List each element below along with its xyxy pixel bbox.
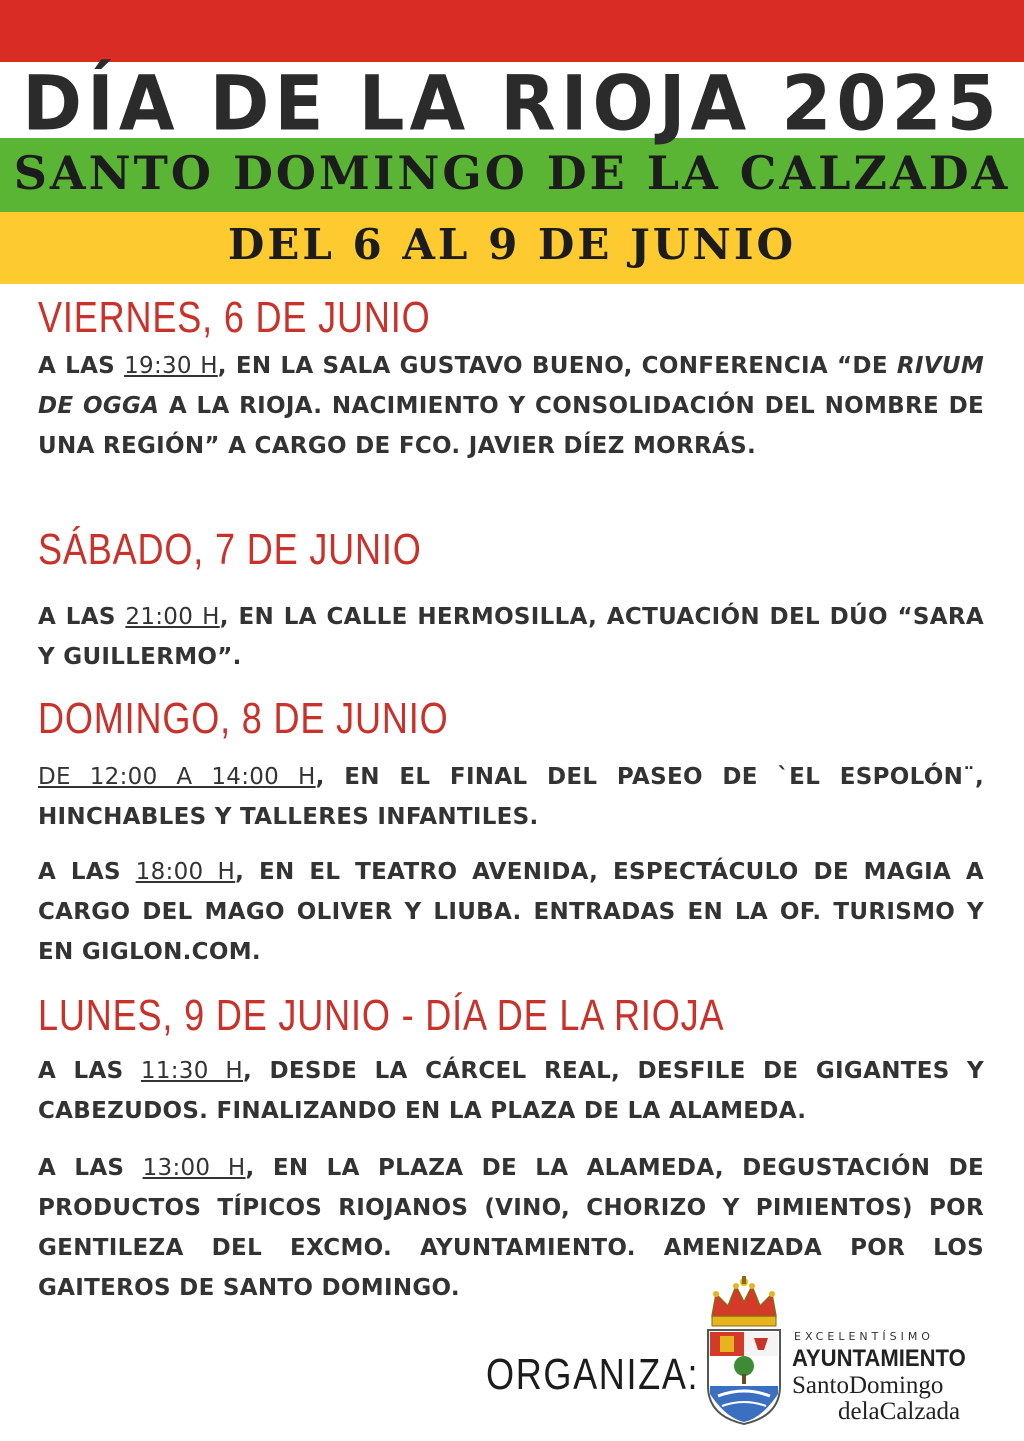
event-text: , EN LA PLAZA DE LA ALAMEDA, DEGUSTACIÓN DE PRODUCTOS TÍPICOS RIOJANOS (VINO, CHORIZO Y PIMIENTOS) POR GENTILEZA DEL EXCMO. AYUNTAMIENTO. AMENIZADA POR LOS GAITEROS DE SANTO DOMINGO.	[38, 1155, 984, 1301]
ayto-town-line-2: delaCalzada	[838, 1398, 961, 1425]
event-sunday-inflatables	[38, 757, 984, 837]
ayto-prefix: EXCELENTÍSIMO	[794, 1330, 934, 1343]
event-text: , EN LA CALLE HERMOSILLA, ACTUACIÓN DEL DÚO “SARA Y GUILLERMO”.	[38, 604, 984, 670]
ayto-name: AYUNTAMIENTO	[792, 1345, 966, 1372]
event-prefix: A LAS	[38, 1155, 143, 1181]
event-saturday-concert	[38, 597, 984, 677]
event-time: 19:30 H	[124, 353, 218, 379]
page-title: DÍA DE LA RIOJA 2025	[22, 58, 1002, 148]
event-text: , EN EL FINAL DEL PASEO DE `EL ESPOLÓN¨, HINCHABLES Y TALLERES INFANTILES.	[38, 764, 984, 830]
event-prefix: A LAS	[38, 859, 136, 885]
day-heading-sunday: DOMINGO, 8 DE JUNIO	[38, 694, 449, 743]
event-time: 21:00 H	[125, 604, 220, 630]
event-prefix: A LAS	[38, 604, 126, 630]
event-text: , EN EL TEATRO AVENIDA, ESPECTÁCULO DE MAGIA A CARGO DEL MAGO OLIVER Y LIUBA. ENTRADAS EN LA OF. TURISMO Y EN GIGLON.COM.	[38, 859, 984, 965]
coat-of-arms-icon	[702, 1276, 786, 1426]
event-monday-parade	[38, 1051, 984, 1131]
town-subtitle: SANTO DOMINGO DE LA CALZADA	[13, 146, 1011, 200]
date-range: DEL 6 AL 9 DE JUNIO	[227, 220, 797, 269]
event-time: 13:00 H	[142, 1155, 246, 1181]
day-heading-monday: LUNES, 9 DE JUNIO - DÍA DE LA RIOJA	[38, 991, 725, 1040]
event-monday-tasting	[38, 1148, 984, 1308]
event-time: 11:30 H	[140, 1058, 244, 1084]
event-text: , EN LA SALA GUSTAVO BUENO, CONFERENCIA “DE	[217, 353, 897, 379]
event-friday-conference	[38, 346, 984, 466]
day-heading-friday: VIERNES, 6 DE JUNIO	[38, 293, 431, 342]
event-text: , DESDE LA CÁRCEL REAL, DESFILE DE GIGANTES Y CABEZUDOS. FINALIZANDO EN LA PLAZA DE LA ALAMEDA.	[38, 1058, 984, 1124]
event-text: A LA RIOJA. NACIMIENTO Y CONSOLIDACIÓN DEL NOMBRE DE UNA REGIÓN” A CARGO DE FCO. JAVIER DÍEZ MORRÁS.	[38, 393, 984, 459]
event-time: DE 12:00 A 14:00 H	[38, 764, 316, 790]
ayto-town-line-1: SantoDomingo	[792, 1372, 944, 1399]
event-sunday-magic	[38, 852, 984, 972]
organiza-label: ORGANIZA:	[486, 1350, 700, 1399]
event-italic-title: RIVUM DE OGGA	[38, 353, 985, 419]
event-time: 18:00 H	[135, 859, 236, 885]
event-prefix: A LAS	[38, 1058, 141, 1084]
day-heading-saturday: SÁBADO, 7 DE JUNIO	[38, 525, 422, 574]
flag-band-red	[0, 0, 1024, 62]
event-prefix: A LAS	[38, 353, 125, 379]
